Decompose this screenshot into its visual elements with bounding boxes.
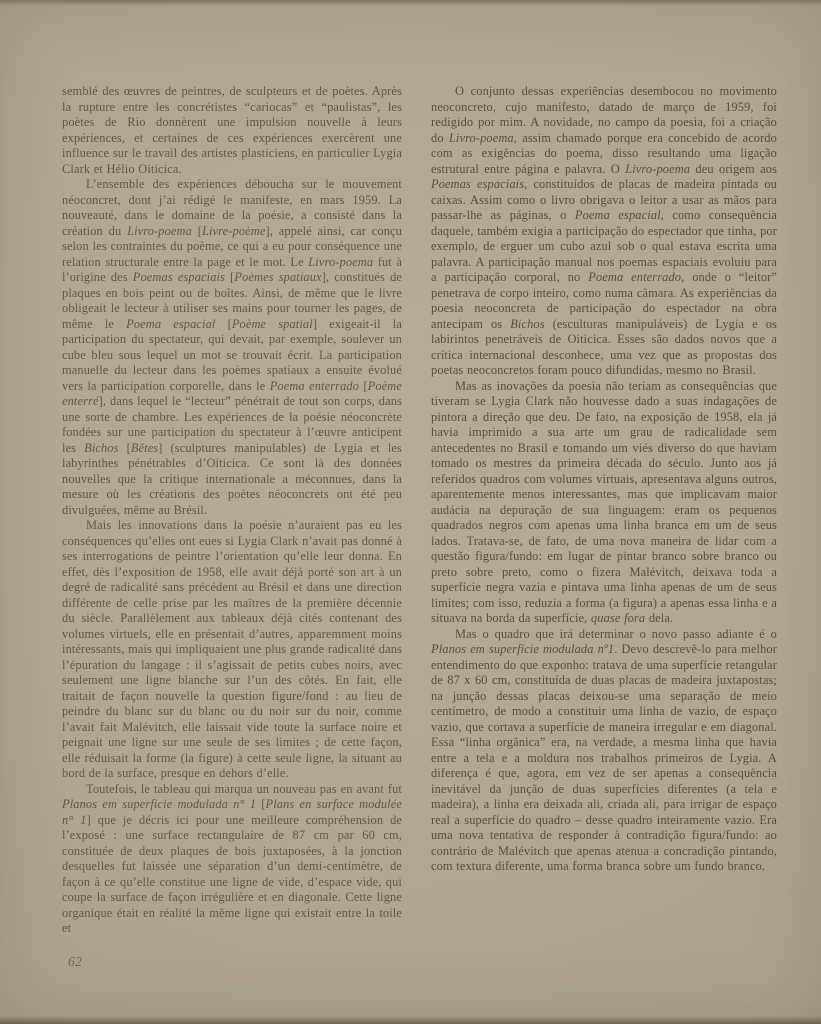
paragraph-fr-4: Toutefois, le tableau qui marqua un nouveau pas en avant fut Planos em superficie modulada n° 1 [Plans en surface modulée n° 1] que je décris ici pour une meilleure compréhension de l’exposé : une surface rectangulaire de 87 cm par 60 cm, constituée de deux plaques de bois juxtaposées, à la jonction desquelles fut laissée une séparation d’un demi-centimètre, de façon à ce qu’elle constitue une ligne de vide, d’espace vide, qui coupe la surface de façon irrégulière et en diagonale. Cette ligne organique était en réalité la même ligne qui existait entre la toile et [62, 781, 403, 935]
paragraph-fr-1: semblé des œuvres de peintres, de sculpteurs et de poètes. Après la rupture entre les concrétistes “cariocas” et “paulistas”, les poètes de Rio donnèrent une impulsion nouvelle à leurs expériences, et certaines de ces expériences exercèrent une influence sur le travail des artistes plasticiens, en particulier Lygia Clark et Hélio Oiticica. [62, 84, 402, 176]
paragraph-pt-3: Mas o quadro que irá determinar o novo passo adiante é o Planos em superfície modulada nº1. Devo descrevê-lo para melhor entendimento do que exponho: tratava de uma superfície retangular de 87 x 60 cm, constituída de duas placas de madeira juxtapostas; na junção dessas placas deixou-se uma separação de meio centímetro, de modo a constituir uma linha de vazio, de espaço vazio, que cortava a superfície de maneira irregular e em diagonal. Essa “linha orgânica” era, na verdade, a mesma linha que havia entre a tela e a moldura nos trabalhos primeiros de Lygia. A diferença é que, agora, em vez de ser apenas a consequência inevitável da junção de duas superfícies diferentes (a tela e madeira), a linha era deixada ali, criada ali, para irrigar de espaço real a superfície do quadro – desse quadro inteiramente vazio. Era uma nova tentativa de responder à contradição figura/fundo: ao contrário de Malévitch que apenas atenua a concradição pintando, com textura diferente, uma forma branca sobre um fundo branco, [431, 626, 777, 873]
paragraph-fr-3: Mais les innovations dans la poésie n’auraient pas eu les conséquences qu’elles ont eues si Lygia Clark n’avait pas donné à ses interrogations de peintre l’orientation qu’elle leur donna. En effet, dès l’exposition de 1958, elle avait déjà porté son art à un degré de radicalité sans précédent au Brésil et dans une direction différente de celle prise par les maîtres de la première décennie du siècle. Parallèlement aux tableaux déjà cités contenant des volumes virtuels, elle en présentait d’autres, apparemment moins intéressants, mais qui impliquaient une plus grande radicalité dans l’épuration du langage : il s’agissait de petits cubes noirs, avec seulement une ligne blanche sur l’un des côtés. En fait, elle traitait de façon nouvelle la question figure/fond : au lieu de peindre du blanc sur du blanc ou du noir sur du noir, comme l’avait fait Malévitch, elle laissait vide toute la surface noire et peignait une ligne sur une seule de ses limites ; de cette façon, elle réduisait la forme (la figure) à cette seule ligne, la situant au bord de la surface, presque en dehors d’elle. [62, 518, 402, 780]
left-column-french [62, 84, 402, 937]
page-number: 62 [68, 954, 83, 969]
paragraph-pt-2: Mas as inovações da poesia não teriam as consequências que tiveram se Lygia Clark não houvesse dado a suas indagações de pintora a direção que deu. De fato, na exposição de 1958, ela já havia imprimido a sua arte um grau de radicalidade sem antecedentes no Brasil e tomando um viés diverso do que haviam tomado os mestres da primeira década do século. Junto aos já referidos quadros com volumes virtuais, apresentava alguns outros, aparentemente menos interessantes, mas que implicavam maior audácia na depuração de sua linguagem: eram os pequenos quadrados negros com apenas uma linha branca em um de seus lados. Tratava-se, de fato, de uma nova maneira de lidar com a questão figura/fundo: em lugar de pintar branco sobre branco ou preto sobre preto, como o fizera Malévitch, deixava toda a superfície negra vazia e pintava uma linha apenas de um de seus limites; com isso, reduzia a forma (a figura) a apenas essa linha e a situava na borda da superfície, quase fora dela. [431, 378, 777, 625]
paragraph-pt-1: O conjunto dessas experiências desembocou no movimento neoconcreto, cujo manifesto, datado de março de 1959, foi redigido por mim. A novidade, no campo da poesia, foi a criação do Livro-poema, assim chamado porque era concebido de acordo com as exigências do poema, disso resultando uma ligação estrutural entre página e palavra. O Livro-poema deu origem aos Poemas espaciais, constituídos de placas de madeira pintada ou caixas. Assim como o livro obrigava o leitor a usar as mãos para passar-lhe as páginas, o Poema espacial, como consequência daquele, também exigia a participação do espectador que tinha, por exemplo, de erguer um cubo azul sob o qual estava escrita uma palavra. A participação manual nos poemas espaciais evoluiu para a participação corporal, no Poema enterrado, onde o “leitor” penetrava de corpo inteiro, como numa câmara. As experiências da poesia neoconcreta de participação do espectador na obra antecipam os Bichos (esculturas manipuláveis) de Lygia e os labirintos penetráveis de Oiticica. Esses são dados novos que a crítica internacional desconhece, uma vez que as propostas dos poetas neoconcretos foram pouco difundidas, mesmo no Brasil. [431, 84, 778, 377]
right-column-portuguese [431, 84, 777, 875]
paragraph-fr-2: L’ensemble des expériences déboucha sur le mouvement néoconcret, dont j’ai rédigé le manifeste, en mars 1959. La nouveauté, dans le domaine de la poésie, a consisté dans la création du Livro-poema [Livre-poème], appelé ainsi, car conçu selon les contraintes du poème, ce qui a eu pour conséquence une relation structurale entre la page et le mot. Le Livro-poema fut à l’origine des Poemas espaciais [Poèmes spatiaux], constitués de plaques en bois peint ou de boîtes. Ainsi, de même que le livre obligeait le lecteur à utiliser ses mains pour tourner les pages, de même le Poema espacial [Poème spatial] exigeait-il la participation du spectateur, qui devait, par exemple, soulever un cube bleu sous lequel un mot se trouvait écrit. La participation manuelle du lecteur dans les poèmes spatiaux a ensuite évolué vers la participation corporelle, dans le Poema enterrado [Poème enterré], dans lequel le “lecteur” pénétrait de tout son corps, dans une sorte de chambre. Les expériences de la poésie néoconcrète fondées sur une participation du spectateur à l’œuvre anticipent les Bichos [Bêtes] (sculptures manipulables) de Lygia et les labyrinthes pénétrables d’Oiticica. Ce sont là des données nouvelles que la critique internationale a méconnues, dans la mesure où les créations des poètes néoconcrets ont été peu divulguées, même au Brésil. [62, 177, 402, 517]
